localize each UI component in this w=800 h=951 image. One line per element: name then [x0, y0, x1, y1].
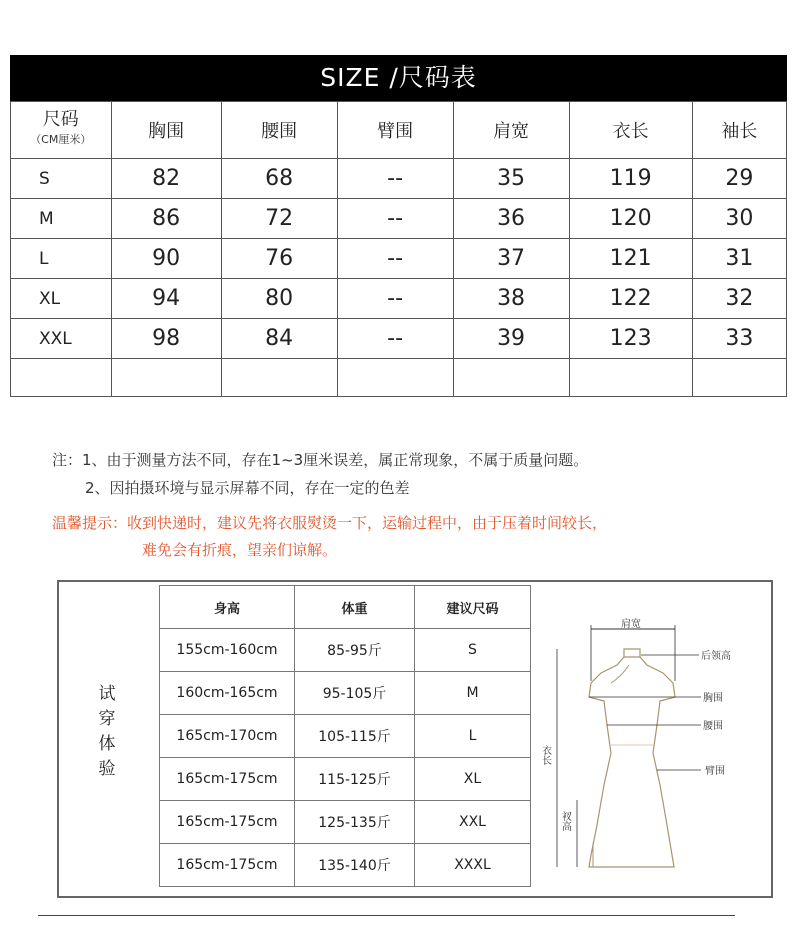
size-cell: XL [11, 279, 112, 319]
label-chest: 胸围 [703, 693, 723, 704]
arm-cell: -- [337, 159, 453, 199]
shoulder-cell: 36 [453, 199, 569, 239]
label-waist: 腰围 [703, 721, 723, 732]
size-table-header [11, 102, 787, 159]
length-cell: 123 [569, 319, 692, 359]
table-row [160, 844, 531, 887]
sleeve-cell: 30 [692, 199, 786, 239]
chest-cell: 82 [111, 159, 221, 199]
arm-cell: -- [337, 279, 453, 319]
chest-cell: 90 [111, 239, 221, 279]
bottom-divider [38, 915, 735, 916]
waist-cell: 72 [221, 199, 337, 239]
page-title: SIZE ∕尺码表 [10, 55, 787, 101]
label-length: 衣长 [539, 745, 551, 765]
label-slit: 衩高 [559, 811, 571, 831]
unit-note: （CM厘米） [30, 133, 92, 146]
notes [52, 446, 588, 502]
arm-cell: -- [337, 319, 453, 359]
waist-cell: 80 [221, 279, 337, 319]
header-chest: 胸围 [111, 102, 221, 159]
fit-table [159, 585, 531, 887]
table-row [160, 758, 531, 801]
table-row [11, 159, 787, 199]
height-cell: 165cm-175cm [160, 801, 295, 844]
table-row [160, 629, 531, 672]
table-row [11, 239, 787, 279]
weight-cell: 115-125斤 [295, 758, 415, 801]
shoulder-cell: 39 [453, 319, 569, 359]
header-waist: 腰围 [221, 102, 337, 159]
waist-cell: 84 [221, 319, 337, 359]
shoulder-cell: 35 [453, 159, 569, 199]
weight-cell: 125-135斤 [295, 801, 415, 844]
shoulder-cell: 37 [453, 239, 569, 279]
suggested-size-cell: M [415, 672, 531, 715]
size-cell: S [11, 159, 112, 199]
table-row [11, 199, 787, 239]
note-line-1: 注：1、由于测量方法不同，存在1~3厘米误差，属正常现象，不属于质量问题。 [52, 451, 589, 469]
height-cell: 160cm-165cm [160, 672, 295, 715]
header-size-label: 尺码 [42, 109, 79, 130]
label-shoulder: 肩宽 [621, 619, 641, 630]
header-weight: 体重 [295, 586, 415, 629]
label-arm: 臂围 [705, 766, 725, 777]
warm-tips [52, 510, 607, 564]
table-row [11, 319, 787, 359]
sleeve-cell: 29 [692, 159, 786, 199]
length-cell: 121 [569, 239, 692, 279]
length-cell: 120 [569, 199, 692, 239]
label-collar: 后领高 [701, 651, 731, 662]
header-arm: 臂围 [337, 102, 453, 159]
header-suggested-size: 建议尺码 [415, 586, 531, 629]
sleeve-cell: 33 [692, 319, 786, 359]
header-size [11, 102, 112, 159]
weight-cell: 95-105斤 [295, 672, 415, 715]
height-cell: 165cm-175cm [160, 844, 295, 887]
sleeve-cell: 32 [692, 279, 786, 319]
height-cell: 165cm-170cm [160, 715, 295, 758]
shoulder-cell: 38 [453, 279, 569, 319]
waist-cell: 76 [221, 239, 337, 279]
table-row [11, 279, 787, 319]
header-height: 身高 [160, 586, 295, 629]
size-cell: L [11, 239, 112, 279]
suggested-size-cell: XL [415, 758, 531, 801]
fit-table-header [160, 586, 531, 629]
waist-cell: 68 [221, 159, 337, 199]
header-sleeve: 袖长 [692, 102, 786, 159]
length-cell: 122 [569, 279, 692, 319]
weight-cell: 105-115斤 [295, 715, 415, 758]
header-shoulder: 肩宽 [453, 102, 569, 159]
chest-cell: 98 [111, 319, 221, 359]
qipao-outline-icon [589, 657, 675, 867]
table-row [160, 801, 531, 844]
size-cell: XXL [11, 319, 112, 359]
suggested-size-cell: XXL [415, 801, 531, 844]
table-row [160, 672, 531, 715]
length-cell: 119 [569, 159, 692, 199]
suggested-size-cell: S [415, 629, 531, 672]
height-cell: 165cm-175cm [160, 758, 295, 801]
tip-line-2: 难免会有折痕，望亲们谅解。 [142, 541, 338, 559]
qipao-measurement-diagram [529, 585, 769, 895]
header-length: 衣长 [569, 102, 692, 159]
chest-cell: 86 [111, 199, 221, 239]
sleeve-cell: 31 [692, 239, 786, 279]
tip-line-1: 温馨提示：收到快递时，建议先将衣服熨烫一下，运输过程中，由于压着时间较长， [52, 514, 608, 532]
fit-experience-panel [57, 580, 773, 898]
size-cell: M [11, 199, 112, 239]
fit-experience-label: 试穿体验 [98, 684, 116, 779]
suggested-size-cell: L [415, 715, 531, 758]
weight-cell: 85-95斤 [295, 629, 415, 672]
arm-cell: -- [337, 239, 453, 279]
suggested-size-cell: XXXL [415, 844, 531, 887]
arm-cell: -- [337, 199, 453, 239]
weight-cell: 135-140斤 [295, 844, 415, 887]
size-chart-table [10, 101, 787, 397]
empty-row [11, 359, 787, 397]
note-line-2: 2、因拍摄环境与显示屏幕不同，存在一定的色差 [85, 479, 410, 497]
table-row [160, 715, 531, 758]
height-cell: 155cm-160cm [160, 629, 295, 672]
chest-cell: 94 [111, 279, 221, 319]
